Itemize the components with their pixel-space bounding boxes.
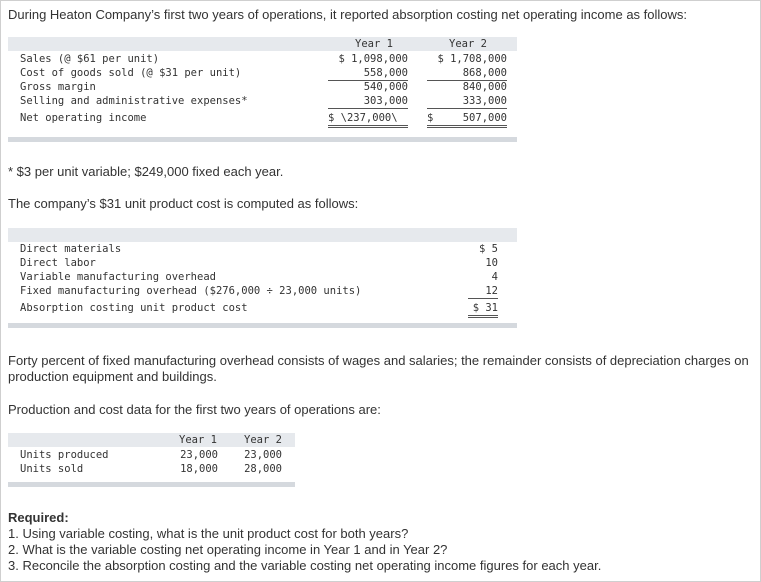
year1-value: 303,000	[328, 94, 408, 109]
year1-value: 558,000	[328, 66, 408, 81]
row-label: Variable manufacturing overhead	[20, 271, 216, 283]
unit-cost-table-header	[8, 228, 517, 242]
unit-cost-row-direct-materials	[8, 242, 517, 256]
row-value: 10	[485, 257, 498, 269]
production-table-footer	[8, 482, 295, 487]
year2-currency: $	[427, 112, 434, 124]
income-row-net-operating-income	[8, 111, 517, 125]
required-item-2: 2. What is the variable costing net operating income in Year 1 and in Year 2?	[8, 542, 448, 557]
unit-cost-intro-text: The company’s $31 unit product cost is computed as follows:	[8, 196, 359, 211]
unit-cost-row-absorption-cost	[8, 301, 517, 315]
row-value: 4	[491, 271, 498, 283]
income-header-year2: Year 2	[449, 38, 487, 50]
production-header-year2: Year 2	[244, 434, 282, 446]
production-row-units-produced	[8, 448, 295, 462]
production-row-units-sold	[8, 462, 295, 476]
row-value: $ 5	[479, 243, 498, 255]
year2-value: 868,000	[427, 66, 507, 81]
row-label: Gross margin	[20, 81, 96, 93]
year1-value: 540,000	[363, 81, 408, 93]
income-row-cogs	[8, 66, 517, 80]
required-heading: Required:	[8, 510, 69, 525]
row-label: Net operating income	[20, 112, 147, 124]
income-row-selling-admin	[8, 94, 517, 108]
row-label: Fixed manufacturing overhead ($276,000 ÷ 23,000 units)	[20, 285, 362, 297]
year2-value: 23,000	[244, 449, 282, 461]
production-intro-text: Production and cost data for the first two years of operations are:	[8, 402, 381, 417]
required-item-1: 1. Using variable costing, what is the unit product cost for both years?	[8, 526, 409, 541]
income-header-year1: Year 1	[355, 38, 393, 50]
year1-value: 18,000	[180, 463, 218, 475]
production-table	[8, 433, 295, 489]
unit-cost-table	[8, 228, 517, 328]
income-table	[8, 37, 517, 143]
row-label: Units produced	[20, 449, 109, 461]
row-label: Cost of goods sold (@ $31 per unit)	[20, 67, 242, 79]
row-value: 12	[468, 284, 498, 299]
row-value: $ 31	[468, 301, 498, 318]
required-section	[8, 510, 753, 574]
overhead-note-text: Forty percent of fixed manufacturing overhead consists of wages and salaries; the remainder consists of depreciation charges on production equipment and buildings.	[8, 353, 749, 384]
intro-text: During Heaton Company’s first two years of operations, it reported absorption costing net operating income as follows:	[8, 7, 688, 22]
unit-cost-row-fixed-overhead	[8, 284, 517, 298]
year2-value: 507,000	[427, 111, 507, 128]
year2-value: 840,000	[462, 81, 507, 93]
income-row-gross-margin	[8, 80, 517, 94]
production-header-year1: Year 1	[179, 434, 217, 446]
income-row-sales	[8, 52, 517, 66]
row-label: Selling and administrative expenses*	[20, 95, 248, 107]
year1-value: $ \237,000\	[328, 111, 408, 128]
required-item-3: 3. Reconcile the absorption costing and the variable costing net operating income figures for each year.	[8, 558, 602, 573]
year1-value: 23,000	[180, 449, 218, 461]
row-label: Absorption costing unit product cost	[20, 302, 248, 314]
year2-value: 333,000	[427, 94, 507, 109]
row-label: Units sold	[20, 463, 84, 475]
row-label: Direct materials	[20, 243, 122, 255]
unit-cost-row-variable-overhead	[8, 270, 517, 284]
income-table-footer	[8, 137, 517, 142]
unit-cost-table-footer	[8, 323, 517, 328]
row-label: Sales (@ $61 per unit)	[20, 53, 160, 65]
year2-value: $ 1,708,000	[437, 53, 507, 65]
unit-cost-row-direct-labor	[8, 256, 517, 270]
year1-value: $ 1,098,000	[338, 53, 408, 65]
year2-value: 28,000	[244, 463, 282, 475]
row-label: Direct labor	[20, 257, 96, 269]
footnote-text: * $3 per unit variable; $249,000 fixed each year.	[8, 164, 284, 179]
